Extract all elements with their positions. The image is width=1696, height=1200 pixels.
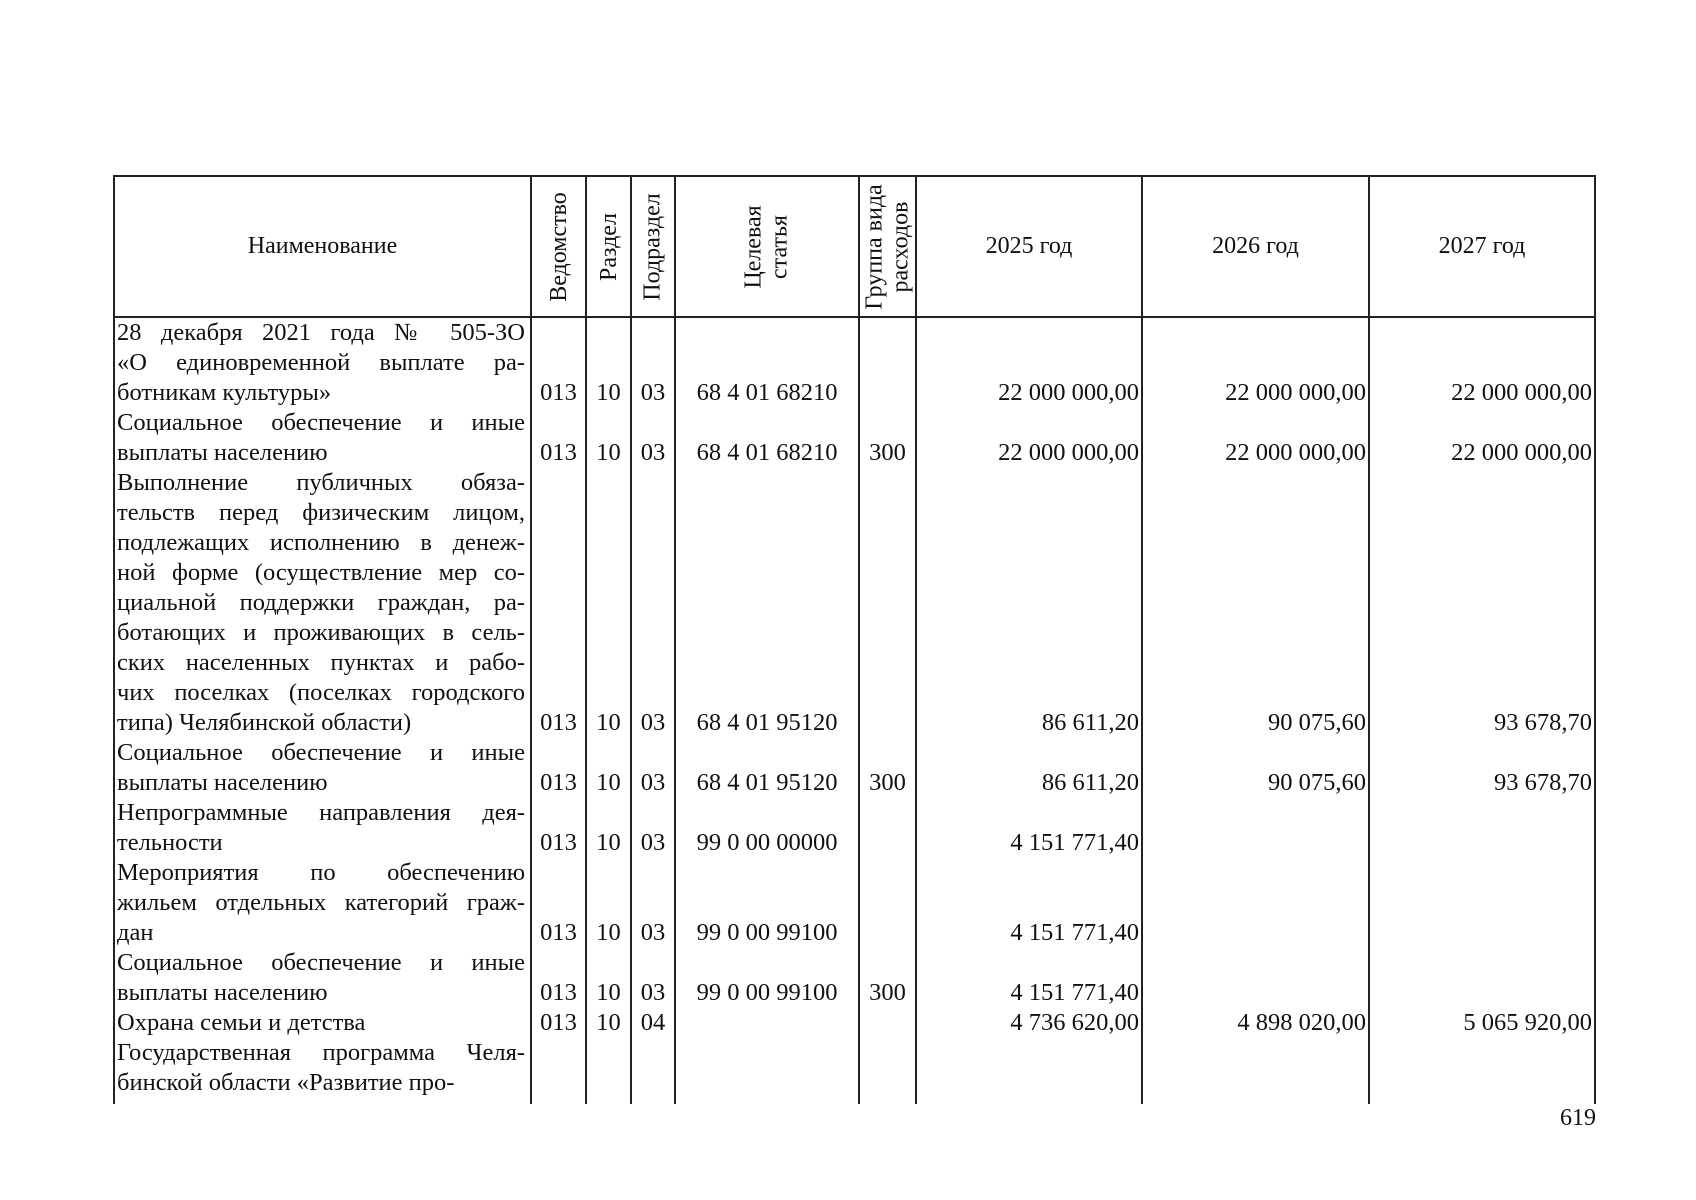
cell-vedomstvo: 013 (540, 829, 577, 856)
header-gruppa-line1: Группа вида (861, 183, 888, 310)
cell-2025: 4 151 771,40 (1010, 919, 1139, 946)
cell-razdel: 10 (596, 769, 621, 796)
cell-vedomstvo: 013 (540, 979, 577, 1006)
cell-name-line: Социальное обеспечение и иные (117, 949, 525, 976)
cell-razdel: 10 (596, 709, 621, 736)
cell-name (117, 468, 525, 738)
cell-name-line: 28 декабря 2021 года № 505-ЗО (117, 319, 525, 346)
cell-2027: 93 678,70 (1494, 769, 1592, 796)
cell-name-line: Охрана семьи и детства (117, 1009, 366, 1036)
cell-name-line: тельности (117, 829, 223, 856)
cell-name (117, 948, 525, 1008)
cell-2027: 22 000 000,00 (1451, 379, 1592, 406)
cell-podrazdel: 03 (640, 769, 666, 796)
cell-name-line: ботающих и проживающих в сель- (117, 619, 525, 646)
cell-name-line: Непрограммные направления дея- (117, 799, 525, 826)
cell-celevaya: 68 4 01 68210 (696, 379, 838, 406)
header-celevaya-line2: статья (766, 214, 793, 279)
cell-name (117, 858, 525, 948)
cell-name-line: циальной поддержки граждан, ра- (117, 589, 525, 616)
cell-name-line: Выполнение публичных обяза- (117, 469, 525, 496)
cell-razdel: 10 (596, 1009, 621, 1036)
cell-name-line: тельств перед физическим лицом, (117, 499, 525, 526)
cell-name (117, 738, 525, 798)
header-razdel (587, 177, 630, 316)
cell-vedomstvo: 013 (540, 709, 577, 736)
cell-name-line: типа) Челябинской области) (117, 709, 412, 736)
header-gruppa (860, 177, 915, 316)
cell-2027: 22 000 000,00 (1451, 439, 1592, 466)
cell-2026: 4 898 020,00 (1237, 1009, 1366, 1036)
header-2026: 2026 год (1212, 233, 1299, 259)
cell-2025: 4 151 771,40 (1010, 979, 1139, 1006)
cell-name-line: бинской области «Развитие про- (117, 1069, 455, 1096)
cell-podrazdel: 03 (640, 829, 666, 856)
cell-name (117, 408, 525, 468)
cell-razdel: 10 (596, 439, 621, 466)
cell-name-line: подлежащих исполнению в денеж- (117, 529, 525, 556)
cell-name-line: ских населенных пунктах и рабо- (117, 649, 525, 676)
cell-podrazdel: 03 (640, 979, 666, 1006)
cell-2025: 86 611,20 (1041, 709, 1139, 736)
cell-celevaya: 99 0 00 99100 (696, 919, 838, 946)
header-celevaya-label (741, 205, 793, 288)
cell-2025: 4 736 620,00 (1010, 1009, 1139, 1036)
cell-2027: 93 678,70 (1494, 709, 1592, 736)
header-vedomstvo-label: Ведомство (545, 191, 572, 302)
cell-podrazdel: 04 (640, 1009, 666, 1036)
cell-name-line: «О единовременной выплате ра- (117, 349, 525, 376)
cell-2026: 22 000 000,00 (1225, 379, 1366, 406)
cell-celevaya: 99 0 00 00000 (696, 829, 838, 856)
cell-gruppa: 300 (869, 439, 906, 466)
cell-celevaya: 99 0 00 99100 (696, 979, 838, 1006)
header-celevaya (676, 177, 858, 316)
header-2025: 2025 год (985, 233, 1073, 259)
cell-gruppa: 300 (869, 979, 906, 1006)
cell-vedomstvo: 013 (540, 769, 577, 796)
cell-2027: 5 065 920,00 (1463, 1009, 1592, 1036)
cell-2025: 86 611,20 (1041, 769, 1139, 796)
cell-2025: 22 000 000,00 (998, 439, 1139, 466)
cell-gruppa: 300 (869, 769, 906, 796)
cell-name (117, 1008, 525, 1038)
cell-name (117, 318, 525, 408)
cell-podrazdel: 03 (640, 379, 666, 406)
header-vedomstvo (532, 177, 585, 316)
cell-name-line: выплаты населению (117, 439, 328, 466)
cell-razdel: 10 (596, 979, 621, 1006)
column-divider (1594, 175, 1596, 1104)
cell-razdel: 10 (596, 919, 621, 946)
cell-podrazdel: 03 (640, 709, 666, 736)
cell-podrazdel: 03 (640, 439, 666, 466)
cell-vedomstvo: 013 (540, 379, 577, 406)
cell-name-line: выплаты населению (117, 769, 328, 796)
cell-name-line: Социальное обеспечение и иные (117, 739, 525, 766)
cell-name (117, 1038, 525, 1098)
header-name: Наименование (247, 233, 398, 259)
header-2027: 2027 год (1438, 233, 1526, 259)
cell-name-line: выплаты населению (117, 979, 328, 1006)
cell-vedomstvo: 013 (540, 919, 577, 946)
cell-name-line: ботникам культуры» (117, 379, 332, 406)
header-gruppa-label (862, 184, 914, 309)
cell-celevaya: 68 4 01 68210 (696, 439, 838, 466)
cell-razdel: 10 (596, 379, 621, 406)
header-razdel-label: Раздел (595, 212, 622, 281)
cell-2026: 22 000 000,00 (1225, 439, 1366, 466)
header-celevaya-line1: Целевая (740, 204, 767, 289)
cell-name-line: жильем отдельных категорий граж- (117, 889, 525, 916)
cell-name (117, 798, 525, 858)
header-podrazdel-label: Подраздел (640, 192, 667, 301)
cell-name-line: ной форме (осуществление мер со- (117, 559, 525, 586)
header-podrazdel (632, 177, 674, 316)
cell-razdel: 10 (596, 829, 621, 856)
cell-2026: 90 075,60 (1268, 709, 1366, 736)
cell-2025: 22 000 000,00 (998, 379, 1139, 406)
cell-celevaya: 68 4 01 95120 (696, 769, 838, 796)
cell-2025: 4 151 771,40 (1010, 829, 1139, 856)
cell-name-line: Мероприятия по обеспечению (117, 859, 525, 886)
page-number: 619 (1560, 1105, 1596, 1131)
cell-2026: 90 075,60 (1268, 769, 1366, 796)
cell-name-line: Государственная программа Челя- (117, 1039, 525, 1066)
cell-celevaya: 68 4 01 95120 (696, 709, 838, 736)
cell-podrazdel: 03 (640, 919, 666, 946)
cell-name-line: Социальное обеспечение и иные (117, 409, 525, 436)
cell-name-line: дан (117, 919, 154, 946)
cell-name-line: чих поселках (поселках городского (117, 679, 525, 706)
header-gruppa-line2: расходов (887, 201, 914, 292)
cell-vedomstvo: 013 (540, 1009, 577, 1036)
cell-vedomstvo: 013 (540, 439, 577, 466)
